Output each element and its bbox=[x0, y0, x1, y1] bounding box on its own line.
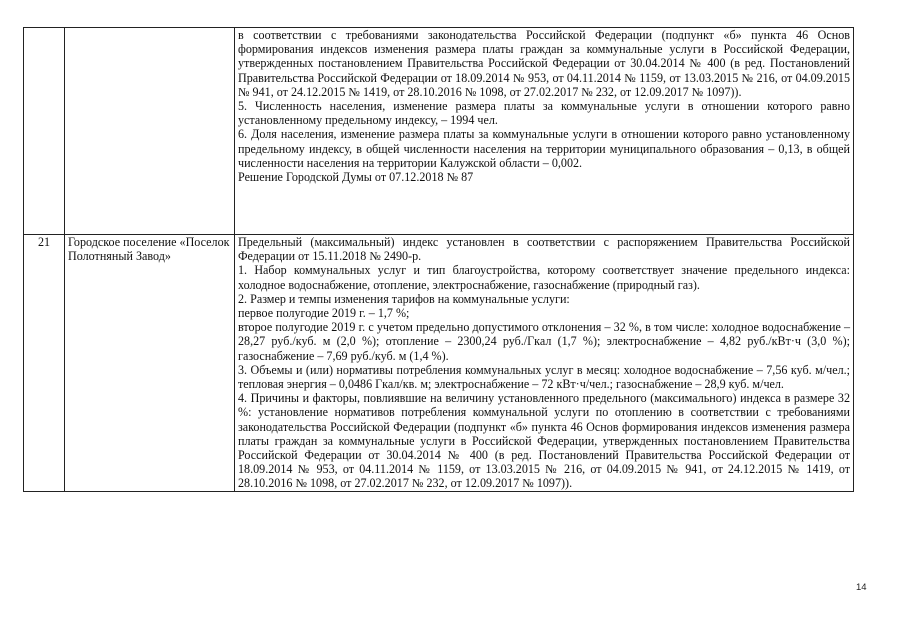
row-body-cell bbox=[235, 235, 854, 492]
row-number-cell: 21 bbox=[24, 235, 65, 492]
paragraph: 1. Набор коммунальных услуг и тип благоустройства, которому соответствует значение предельного индекса: холодное водоснабжение, отопление, электроснабжение, газоснабжение (природный газ). bbox=[238, 263, 850, 292]
row-body-cell bbox=[235, 28, 854, 235]
row-number-cell bbox=[24, 28, 65, 235]
table-row bbox=[24, 235, 854, 492]
paragraph: 6. Доля населения, изменение размера платы за коммунальные услуги в отношении которого равно установленному предельному индексу, в общей численности населения на территории муниципального образования – 0,13, в общей численности населения на территории Калужской области – 0,002. bbox=[238, 127, 850, 170]
settlement-name-cell bbox=[65, 28, 235, 235]
paragraph: второе полугодие 2019 г. с учетом предельно допустимого отклонения – 32 %, в том числе: холодное водоснабжение – 28,27 руб./куб. м (2,0 %); отопление – 2300,24 руб./Гкал (1,7 %); электроснабжение – 4,82 руб./кВт·ч (3,0 %); газоснабжение – 7,69 руб./куб. м (1,4 %). bbox=[238, 320, 850, 363]
paragraph: Решение Городской Думы от 07.12.2018 № 87 bbox=[238, 170, 474, 185]
table-row bbox=[24, 28, 854, 235]
page-number: 14 bbox=[856, 582, 867, 593]
settlement-name-cell: Городское поселение «Поселок Полотняный Завод» bbox=[65, 235, 235, 492]
paragraph: первое полугодие 2019 г. – 1,7 %; bbox=[238, 306, 410, 321]
paragraph: 5. Численность населения, изменение размера платы за коммунальные услуги в отношении которого равно установленному предельному индексу, – 1994 чел. bbox=[238, 99, 850, 128]
paragraph: 4. Причины и факторы, повлиявшие на величину установленного предельного (максимального) индекса в размере 32 %: установление нормативов потребления коммунальной услуги по отоплению в соответствии с требованиями законодательства Российской Федерации (подпункт «б» пункта 46 Основ формирования индексов изменения размера платы граждан за коммунальные услуги в Российской Федерации, утвержденных постановлением Правительства Российской Федерации от 30.04.2014 № 400 (в ред. Постановлений Правительства Российской Федерации от 18.09.2014 № 953, от 04.11.2014 № 1159, от 13.03.2015 № 216, от 04.09.2015 № 941, от 24.12.2015 № 1419, от 28.10.2016 № 1098, от 27.02.2017 № 232, от 12.09.2017 № 1097)). bbox=[238, 391, 850, 491]
paragraph: Предельный (максимальный) индекс установлен в соответствии с распоряжением Правительства Российской Федерации от 15.11.2018 № 2490-р. bbox=[238, 235, 850, 264]
paragraph: 2. Размер и темпы изменения тарифов на коммунальные услуги: bbox=[238, 291, 570, 306]
paragraph: 3. Объемы и (или) нормативы потребления коммунальных услуг в месяц: холодное водоснабжение – 7,56 куб. м/чел.; тепловая энергия – 0,0486 Гкал/кв. м; электроснабжение – 72 кВт·ч/чел.; газоснабжение – 28,9 куб. м/чел. bbox=[238, 362, 850, 392]
paragraph: в соответствии с требованиями законодательства Российской Федерации (подпункт «б» пункта 46 Основ формирования индексов изменения размера платы граждан за коммунальные услуги в Российской Федерации, утвержденных постановлением Правительства Российской Федерации от 30.04.2014 № 400 (в ред. Постановлений Правительства Российской Федерации от 18.09.2014 № 953, от 04.11.2014 № 1159, от 13.03.2015 № 216, от 04.09.2015 № 941, от 24.12.2015 № 1419, от 28.10.2016 № 1098, от 27.02.2017 № 232, от 12.09.2017 № 1097)). bbox=[238, 28, 850, 99]
tariff-index-table bbox=[23, 27, 854, 492]
